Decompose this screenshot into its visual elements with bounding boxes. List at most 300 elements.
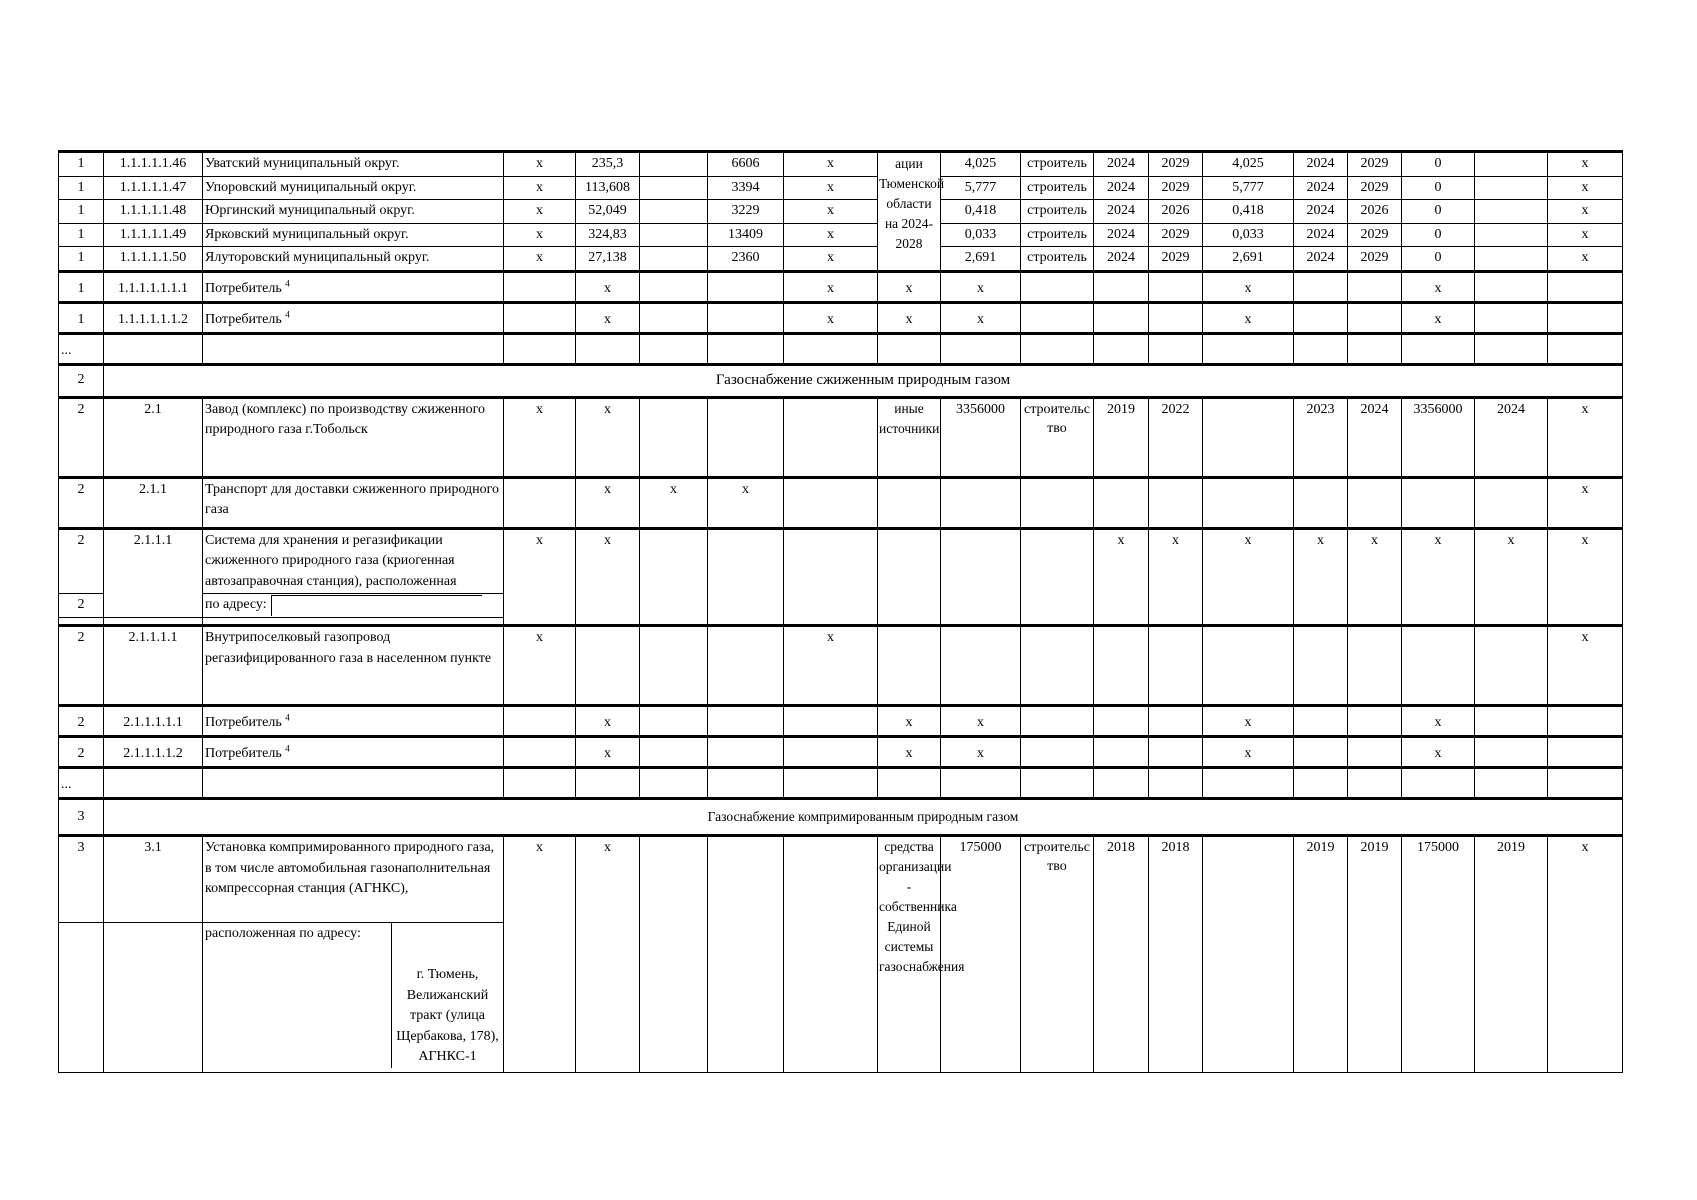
cost-cell: 3356000 [941,397,1021,477]
col4-cell [504,333,576,364]
col17-cell: 175000 [1402,836,1475,1073]
col15-cell [1294,737,1348,768]
col14-cell [1203,477,1294,528]
col15-cell: 2023 [1294,397,1348,477]
col8-cell: x [784,302,878,333]
item-name-cell [203,618,504,626]
section-number-cell: 3 [59,799,104,836]
col18-cell [1475,247,1548,272]
start-year-cell [1094,706,1149,737]
col7-cell [708,397,784,477]
section-number-cell: 3 [59,836,104,923]
end-year-cell: 2029 [1149,176,1203,200]
section-title: Газоснабжение сжиженным природным газом [104,364,1623,397]
item-name-cell: Система для хранения и регазификации сжиженного природного газа (криогенная автозаправочная станция), расположенная [203,528,504,594]
funding-source-cell: средства организации - собственника Единой системы газоснабжения [878,836,941,1073]
table-row [59,271,1623,302]
table-row [59,397,1623,477]
start-year-cell: x [1094,528,1149,626]
item-code-cell [104,768,203,799]
work-type-cell: строитель [1021,152,1094,177]
item-name-text: Потребитель [205,280,282,296]
item-name-text: Потребитель [205,746,282,761]
col8-cell [784,397,878,477]
col17-cell: 0 [1402,176,1475,200]
start-year-cell: 2024 [1094,152,1149,177]
col16-cell [1348,737,1402,768]
col5-cell: x [576,706,640,737]
cost-cell [941,477,1021,528]
col18-cell [1475,333,1548,364]
section-number-cell: 1 [59,176,104,200]
start-year-cell: 2024 [1094,247,1149,272]
col16-cell: 2019 [1348,836,1402,1073]
col15-cell: 2024 [1294,247,1348,272]
col4-cell: x [504,223,576,247]
col5-cell: x [576,836,640,1073]
col8-cell [784,706,878,737]
col14-cell [1203,333,1294,364]
col14-cell: 0,033 [1203,223,1294,247]
section-number-cell: 2 [59,364,104,397]
table-row [59,364,1623,397]
col7-cell [708,836,784,1073]
col14-cell: x [1203,528,1294,626]
col15-cell [1294,626,1348,706]
address-cell [203,594,504,618]
section-number-cell: 2 [59,397,104,477]
cost-cell [941,528,1021,626]
col4-cell [504,706,576,737]
col4-cell [504,737,576,768]
gas-program-table [58,150,1623,1073]
col7-cell [708,271,784,302]
col14-cell [1203,768,1294,799]
col19-cell [1548,768,1623,799]
table-row [59,302,1623,333]
funding-source-cell: иные источники [878,397,941,477]
col14-cell: x [1203,302,1294,333]
cost-cell: x [941,302,1021,333]
col14-cell: 0,418 [1203,200,1294,224]
ellipsis-cell: ... [59,333,104,364]
item-code-cell: 1.1.1.1.1.50 [104,247,203,272]
item-code-cell [104,333,203,364]
col5-cell [576,626,640,706]
col17-cell [1402,333,1475,364]
cost-cell: 5,777 [941,176,1021,200]
work-type-cell: строительство [1021,836,1094,1073]
col18-cell [1475,152,1548,177]
start-year-cell [1094,302,1149,333]
col5-cell [576,333,640,364]
col7-cell: 6606 [708,152,784,177]
cost-cell [941,768,1021,799]
start-year-cell [1094,477,1149,528]
col4-cell: x [504,836,576,1073]
col16-cell: 2029 [1348,247,1402,272]
col17-cell [1402,477,1475,528]
col18-cell [1475,223,1548,247]
col8-cell [784,528,878,626]
col6-cell [640,176,708,200]
table-row [59,223,1623,247]
address-cell [203,923,504,1073]
col17-cell: x [1402,706,1475,737]
start-year-cell [1094,271,1149,302]
table-row [59,737,1623,768]
work-type-cell [1021,528,1094,626]
item-code-cell: 1.1.1.1.1.48 [104,200,203,224]
col16-cell [1348,477,1402,528]
section-number-cell: 1 [59,200,104,224]
col19-cell: x [1548,247,1623,272]
work-type-cell: строитель [1021,223,1094,247]
cost-cell: 175000 [941,836,1021,1073]
end-year-cell: 2022 [1149,397,1203,477]
col19-cell: x [1548,152,1623,177]
end-year-cell [1149,768,1203,799]
table-row [59,247,1623,272]
col15-cell: 2024 [1294,152,1348,177]
address-value: г. Тюмень, Велижанский тракт (улица Щербакова, 178), АГНКС-1 [396,967,499,1064]
item-name-cell: Завод (комплекс) по производству сжиженного природного газа г.Тобольск [203,397,504,477]
col14-cell [1203,626,1294,706]
funding-source-cell [878,477,941,528]
item-code-cell: 1.1.1.1.1.46 [104,152,203,177]
col17-cell: 0 [1402,152,1475,177]
col6-cell [640,768,708,799]
item-code-cell: 2.1.1.1.1.2 [104,737,203,768]
item-name-cell [203,768,504,799]
start-year-cell [1094,737,1149,768]
item-name-cell [203,706,504,737]
col15-cell: 2019 [1294,836,1348,1073]
section-number-cell: 2 [59,626,104,706]
item-name-cell: Ялуторовский муниципальный округ. [203,247,504,272]
item-code-cell [104,618,203,626]
address-label: по адресу: [205,597,267,612]
col15-cell [1294,333,1348,364]
item-name-cell: Упоровский муниципальный округ. [203,176,504,200]
funding-source-cell [878,768,941,799]
end-year-cell: 2026 [1149,200,1203,224]
col7-cell [708,768,784,799]
table-row [59,152,1623,177]
cost-cell: x [941,706,1021,737]
col5-cell: x [576,302,640,333]
col7-cell: 13409 [708,223,784,247]
col17-cell: 3356000 [1402,397,1475,477]
col5-cell: x [576,528,640,626]
section-number-cell: 1 [59,223,104,247]
col8-cell: x [784,271,878,302]
item-code-cell: 2.1.1 [104,477,203,528]
col16-cell [1348,271,1402,302]
item-name-cell [203,271,504,302]
col19-cell: x [1548,836,1623,1073]
work-type-cell: строитель [1021,176,1094,200]
col7-cell: 2360 [708,247,784,272]
work-type-cell [1021,706,1094,737]
work-type-cell [1021,737,1094,768]
col4-cell: x [504,397,576,477]
col5-cell: x [576,477,640,528]
address-value-box [271,595,482,616]
col16-cell [1348,302,1402,333]
col16-cell: 2029 [1348,176,1402,200]
col7-cell [708,528,784,626]
col6-cell [640,247,708,272]
funding-source-cell [878,528,941,626]
col6-cell [640,333,708,364]
col7-cell [708,737,784,768]
section-number-cell: 2 [59,528,104,594]
footnote-mark: 4 [285,308,290,319]
funding-source-cell [878,333,941,364]
item-name-cell: Юргинский муниципальный округ. [203,200,504,224]
end-year-cell: 2029 [1149,223,1203,247]
col5-cell: 27,138 [576,247,640,272]
col14-cell: 5,777 [1203,176,1294,200]
start-year-cell: 2018 [1094,836,1149,1073]
table-row [59,799,1623,836]
table-row [59,706,1623,737]
col4-cell [504,302,576,333]
col19-cell [1548,706,1623,737]
funding-source-cell [878,626,941,706]
col7-cell [708,706,784,737]
col19-cell: x [1548,528,1623,626]
funding-source-cell: x [878,706,941,737]
col5-cell: x [576,271,640,302]
section-number-cell: 2 [59,706,104,737]
end-year-cell: 2029 [1149,247,1203,272]
item-name-cell [203,302,504,333]
col6-cell [640,737,708,768]
item-name-text: Потребитель [205,311,282,327]
funding-source-cell: ации Тюменской области на 2024-2028 [878,152,941,272]
col8-cell: x [784,200,878,224]
col6-cell [640,706,708,737]
section-number-cell: 1 [59,152,104,177]
funding-source-cell: x [878,302,941,333]
col17-cell [1402,626,1475,706]
col16-cell [1348,706,1402,737]
end-year-cell [1149,477,1203,528]
col16-cell: 2024 [1348,397,1402,477]
table-row [59,626,1623,706]
col18-cell: x [1475,528,1548,626]
col6-cell [640,223,708,247]
cost-cell: x [941,737,1021,768]
col17-cell: 0 [1402,200,1475,224]
col7-cell [708,302,784,333]
col17-cell: 0 [1402,247,1475,272]
section-number-cell [59,923,104,1073]
ellipsis-cell: ... [59,768,104,799]
item-code-cell: 2.1.1.1.1 [104,626,203,706]
start-year-cell: 2024 [1094,200,1149,224]
cost-cell: x [941,271,1021,302]
item-name-cell [203,737,504,768]
item-name-cell: Внутрипоселковый газопровод регазифицированного газа в населенном пункте [203,626,504,706]
col16-cell [1348,768,1402,799]
col15-cell: 2024 [1294,223,1348,247]
col17-cell: 0 [1402,223,1475,247]
col8-cell [784,836,878,1073]
work-type-cell [1021,477,1094,528]
col15-cell: 2024 [1294,176,1348,200]
col8-cell: x [784,223,878,247]
item-name-cell: Уватский муниципальный округ. [203,152,504,177]
item-code-cell: 1.1.1.1.1.47 [104,176,203,200]
funding-source-cell: x [878,737,941,768]
section-number-cell: 2 [59,594,104,618]
item-code-cell: 1.1.1.1.1.1.2 [104,302,203,333]
col17-cell: x [1402,737,1475,768]
table-row [59,836,1623,923]
table-row [59,176,1623,200]
col18-cell [1475,737,1548,768]
col19-cell: x [1548,223,1623,247]
col7-cell [708,333,784,364]
col19-cell [1548,737,1623,768]
col4-cell [504,768,576,799]
col14-cell: x [1203,706,1294,737]
col19-cell: x [1548,397,1623,477]
col16-cell: 2029 [1348,223,1402,247]
col6-cell [640,528,708,626]
col19-cell: x [1548,626,1623,706]
funding-source-cell: x [878,271,941,302]
cost-cell [941,333,1021,364]
end-year-cell: 2029 [1149,152,1203,177]
end-year-cell [1149,626,1203,706]
col15-cell [1294,302,1348,333]
col15-cell [1294,706,1348,737]
col18-cell [1475,768,1548,799]
col6-cell: x [640,477,708,528]
cost-cell: 0,033 [941,223,1021,247]
col18-cell [1475,477,1548,528]
end-year-cell: x [1149,528,1203,626]
col14-cell: x [1203,737,1294,768]
col18-cell: 2019 [1475,836,1548,1073]
col18-cell [1475,176,1548,200]
work-type-cell [1021,768,1094,799]
table-row [59,768,1623,799]
col8-cell: x [784,152,878,177]
item-code-cell: 2.1.1.1.1.1 [104,706,203,737]
col17-cell: x [1402,528,1475,626]
col17-cell: x [1402,302,1475,333]
col14-cell [1203,836,1294,1073]
col5-cell: 324,83 [576,223,640,247]
col19-cell: x [1548,176,1623,200]
cost-cell [941,626,1021,706]
col4-cell: x [504,200,576,224]
table-row [59,528,1623,594]
col6-cell [640,397,708,477]
footnote-mark: 4 [285,743,290,754]
address-label: расположенная по адресу: [203,923,392,1068]
col18-cell [1475,706,1548,737]
end-year-cell [1149,302,1203,333]
section-number-cell: 1 [59,302,104,333]
col8-cell [784,737,878,768]
col4-cell: x [504,176,576,200]
col16-cell [1348,626,1402,706]
item-name-cell: Установка компримированного природного газа, в том числе автомобильная газонаполнительная компрессорная станция (АГНКС), [203,836,504,923]
col15-cell [1294,768,1348,799]
section-number-cell: 2 [59,477,104,528]
footnote-mark: 4 [285,277,290,288]
item-name-cell: Ярковский муниципальный округ. [203,223,504,247]
item-name-cell [203,333,504,364]
table-row [59,477,1623,528]
start-year-cell [1094,626,1149,706]
col8-cell [784,768,878,799]
work-type-cell [1021,626,1094,706]
end-year-cell [1149,271,1203,302]
col15-cell [1294,271,1348,302]
work-type-cell [1021,271,1094,302]
table-row [59,333,1623,364]
work-type-cell [1021,302,1094,333]
item-code-cell: 2.1 [104,397,203,477]
item-code-cell: 1.1.1.1.1.49 [104,223,203,247]
work-type-cell: строитель [1021,247,1094,272]
col14-cell [1203,397,1294,477]
item-code-cell [104,923,203,1073]
cost-cell: 2,691 [941,247,1021,272]
table-row [59,200,1623,224]
section-title: Газоснабжение компримированным природным газом [104,799,1623,836]
col8-cell: x [784,176,878,200]
col19-cell [1548,271,1623,302]
work-type-cell: строительство [1021,397,1094,477]
col6-cell [640,302,708,333]
col8-cell [784,477,878,528]
col5-cell: 52,049 [576,200,640,224]
cost-cell: 4,025 [941,152,1021,177]
col8-cell: x [784,626,878,706]
end-year-cell [1149,737,1203,768]
col19-cell [1548,302,1623,333]
item-code-cell: 2.1.1.1 [104,528,203,618]
col4-cell [504,477,576,528]
col19-cell: x [1548,477,1623,528]
col15-cell [1294,477,1348,528]
end-year-cell: 2018 [1149,836,1203,1073]
item-code-cell: 3.1 [104,836,203,923]
section-number-cell [59,618,104,626]
col14-cell: 2,691 [1203,247,1294,272]
col16-cell: x [1348,528,1402,626]
col14-cell: 4,025 [1203,152,1294,177]
col8-cell: x [784,247,878,272]
item-name-text: Потребитель [205,715,282,730]
col5-cell: x [576,737,640,768]
col15-cell: 2024 [1294,200,1348,224]
start-year-cell: 2019 [1094,397,1149,477]
col19-cell [1548,333,1623,364]
address-block [203,923,503,1068]
col5-cell: 113,608 [576,176,640,200]
col15-cell: x [1294,528,1348,626]
col18-cell [1475,200,1548,224]
